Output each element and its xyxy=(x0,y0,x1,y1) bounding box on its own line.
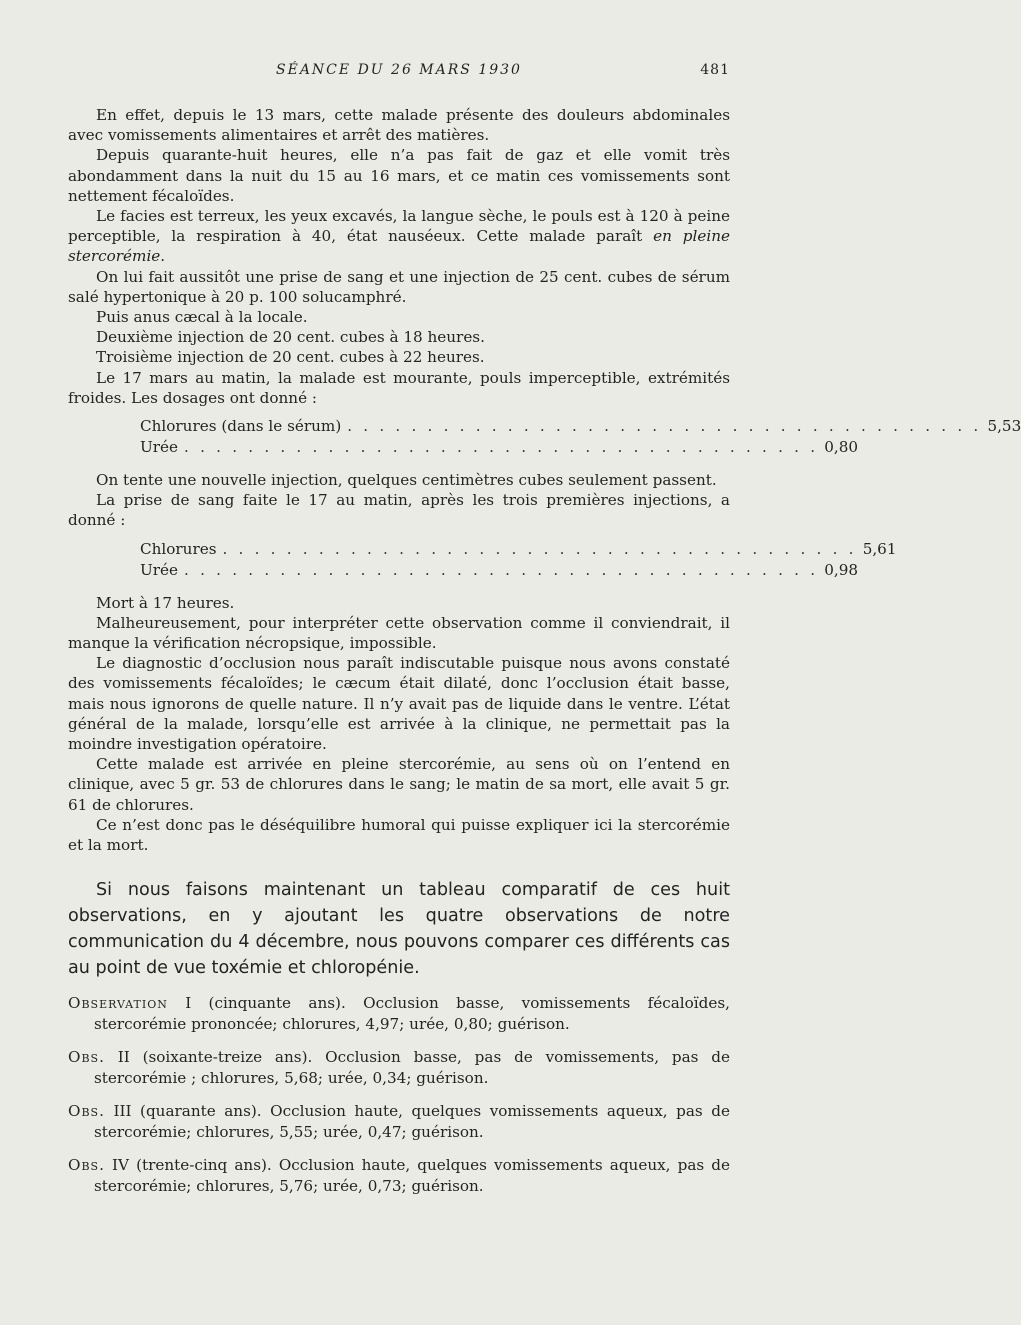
paragraph: Cette malade est arrivée en pleine stercorémie, au sens où on l’entend en clinique, avec 5 gr. 53 de chlorures dans le sang; le matin de sa mort, elle avait 5 gr. 61 de chlorures. xyxy=(68,755,730,814)
paragraph: Malheureusement, pour interpréter cette observation comme il conviendrait, il manque la vérification nécropsique, impossible. xyxy=(68,613,730,653)
observation-label: Obs. xyxy=(68,1156,105,1175)
paragraph: Troisième injection de 20 cent. cubes à 22 heures. xyxy=(96,348,485,367)
paragraph: Puis anus cæcal à la locale. xyxy=(96,308,308,327)
leader-dots: . . . . . . . . . . . . . . . . . . . . . . . . . . . . . . . . . . . . . . . . xyxy=(184,560,819,579)
paragraph xyxy=(68,206,730,267)
observation-entry xyxy=(68,1155,730,1197)
dosage-value: 5,61 xyxy=(862,539,897,558)
observation-text: I (cinquante ans). Occlusion basse, vomissements fécaloïdes, stercorémie prononcée; chlorures, 4,97; urée, 0,80; guérison. xyxy=(94,994,730,1034)
dosage-row xyxy=(140,437,859,458)
paragraph: Depuis quarante-huit heures, elle n’a pas fait de gaz et elle vomit très abondamment dans la nuit du 15 au 16 mars, et ce matin ces vomissements sont nettement fécaloïdes. xyxy=(68,146,730,205)
dosage-label: Urée xyxy=(140,560,179,579)
dosage-value: 5,53 xyxy=(987,417,1021,436)
dosage-label: Chlorures xyxy=(140,539,217,558)
observation-label: Obs. xyxy=(68,1102,105,1121)
observation-entry xyxy=(68,1101,730,1143)
paragraph-text: Le facies est terreux, les yeux excavés, la langue sèche, le pouls est à 120 à peine perceptible, la respiration à 40, état nauséeux. Cette malade paraît xyxy=(68,207,730,246)
observation-text: III (quarante ans). Occlusion haute, quelques vomissements aqueux, pas de stercorémie; chlorures, 5,55; urée, 0,47; guérison. xyxy=(94,1102,730,1142)
observation-label: Observation xyxy=(68,994,168,1013)
observation-entry xyxy=(68,1047,730,1089)
dosage-row xyxy=(140,539,897,560)
paragraph: La prise de sang faite le 17 au matin, après les trois premières injections, a donné : xyxy=(68,491,730,530)
paragraph: Ce n’est donc pas le déséquilibre humoral qui puisse expliquer ici la stercorémie et la mort. xyxy=(68,815,730,855)
leader-dots: . . . . . . . . . . . . . . . . . . . . . . . . . . . . . . . . . . . . . . . . xyxy=(184,438,819,457)
lead-paragraph: Si nous faisons maintenant un tableau comparatif de ces huit observations, en y ajoutant les quatre observations de notre communication du 4 décembre, nous pouvons comparer ces différents cas au point de vue toxémie et chloropénie. xyxy=(68,880,730,979)
dosage-row xyxy=(140,416,1021,437)
running-header xyxy=(68,62,730,84)
dosage-row xyxy=(140,560,859,581)
paragraph: Le 17 mars au matin, la malade est mourante, pouls imperceptible, extrémités froides. Les dosages ont donné : xyxy=(68,368,730,407)
page-number: 481 xyxy=(700,62,730,78)
observation-label: Obs. xyxy=(68,1048,105,1067)
observation-text: II (soixante-treize ans). Occlusion basse, pas de vomissements, pas de stercorémie ; chlorures, 5,68; urée, 0,34; guérison. xyxy=(94,1048,730,1088)
dosage-value: 0,80 xyxy=(824,438,859,457)
paragraph: Mort à 17 heures. xyxy=(96,593,235,612)
leader-dots: . . . . . . . . . . . . . . . . . . . . . . . . . . . . . . . . . . . . . . . . xyxy=(222,539,857,558)
dosage-label: Chlorures (dans le sérum) xyxy=(140,417,342,436)
paragraph: On lui fait aussitôt une prise de sang et une injection de 25 cent. cubes de sérum salé hypertonique à 20 p. 100 solucamphré. xyxy=(68,267,730,306)
paragraph: On tente une nouvelle injection, quelques centimètres cubes seulement passent. xyxy=(96,471,717,490)
observation-entry xyxy=(68,993,730,1035)
body-text xyxy=(68,105,1021,1197)
paragraph: Le diagnostic d’occlusion nous paraît indiscutable puisque nous avons constaté des vomissements fécaloïdes; le cæcum était dilaté, donc l’occlusion était basse, mais nous ignorons de quelle nature. Il n’y avait pas de liquide dans le ventre. L’état général de la malade, lorsqu’elle est arrivée à la clinique, ne permettait pas la moindre investigation opératoire. xyxy=(68,654,730,754)
header-title: SÉANCE DU 26 MARS 1930 xyxy=(276,62,522,78)
observation-text: IV (trente-cinq ans). Occlusion haute, quelques vomissements aqueux, pas de stercorémie; chlorures, 5,76; urée, 0,73; guérison. xyxy=(94,1156,730,1196)
paragraph: En effet, depuis le 13 mars, cette malade présente des douleurs abdominales avec vomissements alimentaires et arrêt des matières. xyxy=(68,106,730,145)
emphasis-text: en pleine stercorémie. xyxy=(68,227,730,266)
leader-dots: . . . . . . . . . . . . . . . . . . . . . . . . . . . . . . . . . . . . . . . . xyxy=(347,417,982,436)
dosage-label: Urée xyxy=(140,438,179,457)
paragraph: Deuxième injection de 20 cent. cubes à 18 heures. xyxy=(96,328,485,347)
dosage-value: 0,98 xyxy=(824,560,859,579)
